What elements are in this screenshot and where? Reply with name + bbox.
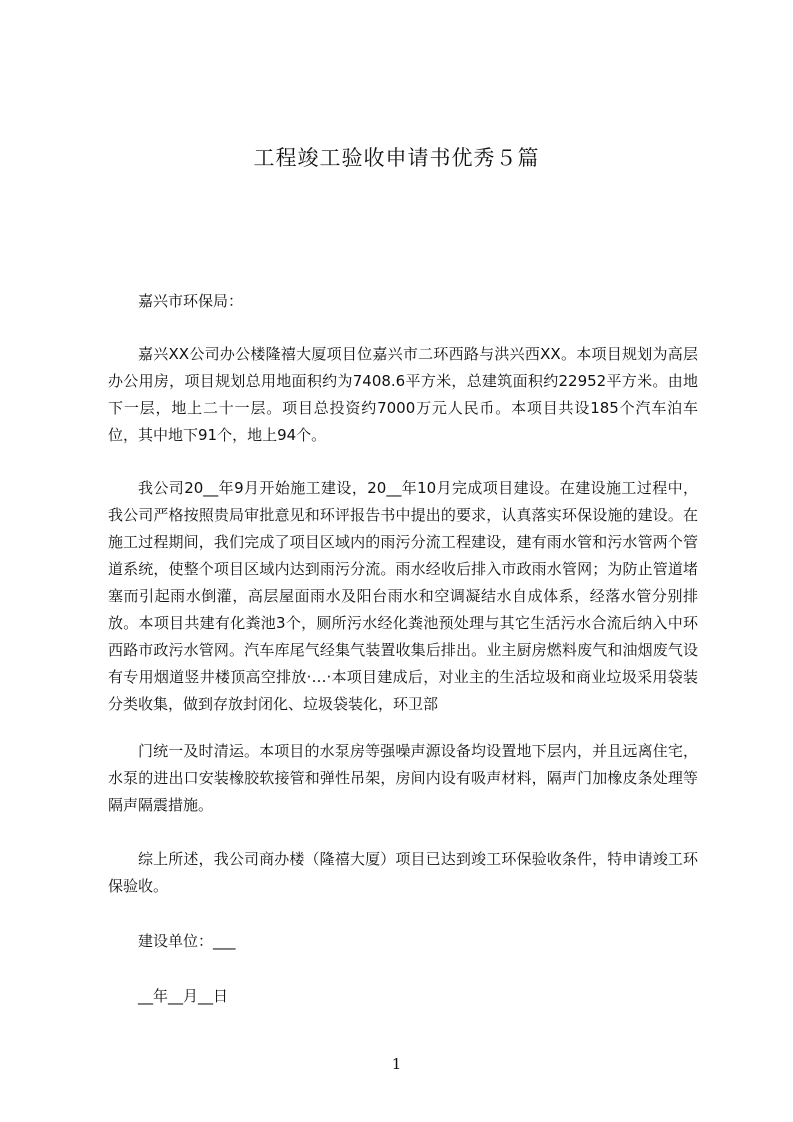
paragraph-conclusion: 综上所述，我公司商办楼（隆禧大厦）项目已达到竣工环保验收条件，特申请竣工环保验收。	[108, 850, 698, 895]
paragraph-project-overview: 嘉兴XX公司办公楼隆禧大厦项目位嘉兴市二环西路与洪兴西XX。本项目规划为高层办公用房，项目规划总用地面积约为7408.6平方米，总建筑面积约22952平方米。由地下一层，地上二十一层。项目总投资约7000万元人民币。本项目共设185个汽车泊车位，其中地下91个，地上94个。	[108, 345, 698, 444]
paragraph-noise-control: 门统一及时清运。本项目的水泵房等强噪声源设备均设置地下层内，并且远离住宅，水泵的进出口安装橡胶软接管和弹性吊架，房间内设有吸声材料，隔声门加橡皮条处理等隔声隔震措施。	[108, 742, 698, 814]
paragraph-construction-process: 我公司20__年9月开始施工建设，20__年10月完成项目建设。在建设施工过程中，我公司严格按照贵局审批意见和环评报告书中提出的要求，认真落实环保设施的建设。在施工过程期间，我们完成了项目区域内的雨污分流工程建设，建有雨水管和污水管两个管道系统，使整个项目区域内达到雨污分流。雨水经收后排入市政雨水管网；为防止管道堵塞而引起雨水倒灌，高层屋面雨水及阳台雨水和空调凝结水自成体系，经落水管分别排放。本项目共建有化粪池3个，厕所污水经化粪池预处理与其它生活污水合流后纳入中环西路市政污水管网。汽车库尾气经集气装置收集后排出。业主厨房燃料废气和油烟废气设有专用烟道竖井楼顶高空排放·…·本项目建成后，对业主的生活垃圾和商业垃圾采用袋装分类收集，做到存放封闭化、垃圾袋装化，环卫部	[108, 479, 698, 713]
salutation: 嘉兴市环保局：	[138, 292, 244, 310]
document-title: 工程竣工验收申请书优秀５篇	[253, 146, 540, 170]
signature-line: 建设单位：___	[138, 932, 236, 950]
date-line: __年__月__日	[138, 987, 229, 1005]
page-number: 1	[391, 1055, 402, 1073]
